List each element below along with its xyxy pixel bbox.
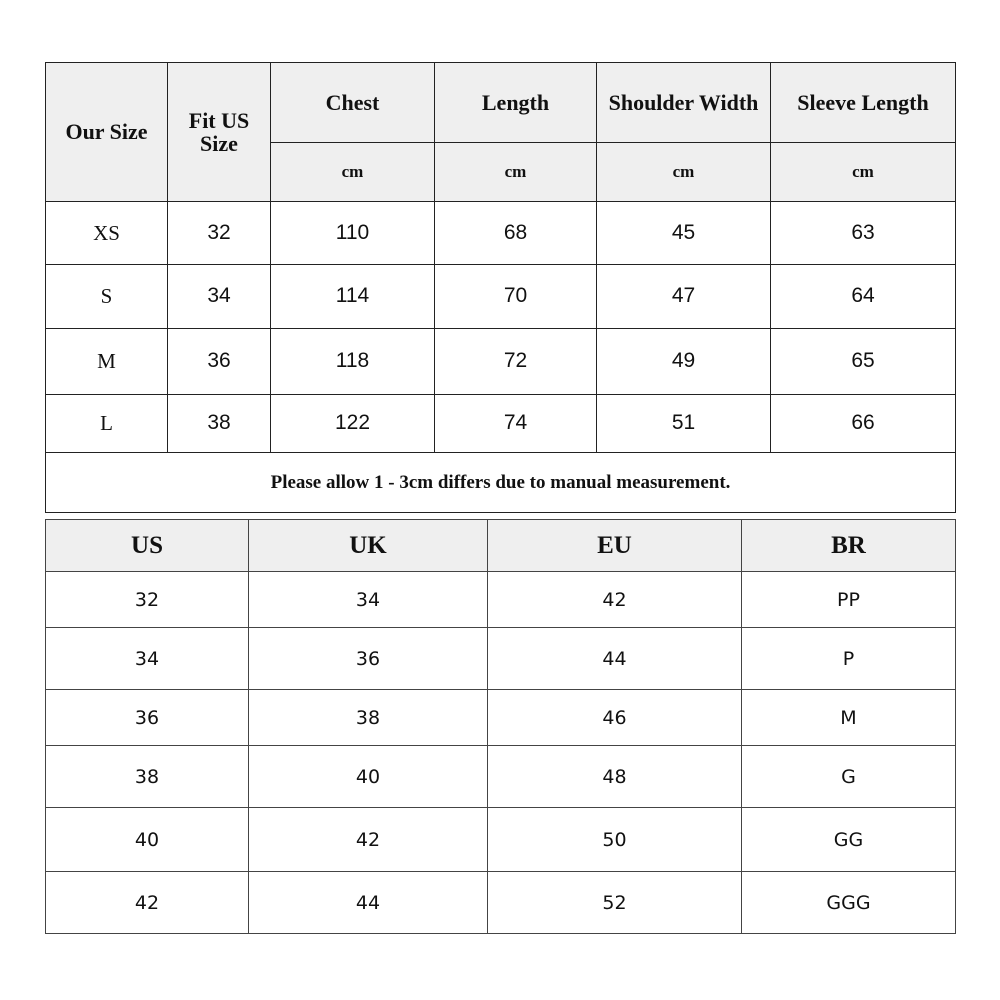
header-chest: Chest xyxy=(271,63,435,143)
sleeve-cell: 64 xyxy=(771,265,956,329)
table-row xyxy=(46,265,956,329)
measurement-note: Please allow 1 - 3cm differs due to manual measurement. xyxy=(46,453,956,513)
header-br: BR xyxy=(742,520,956,572)
us-size-cell: 34 xyxy=(168,265,271,329)
size-cell: M xyxy=(46,329,168,395)
unit-sleeve-length: cm xyxy=(771,143,956,202)
sleeve-cell: 66 xyxy=(771,395,956,453)
header-our-size: Our Size xyxy=(46,63,168,202)
header-shoulder-width: Shoulder Width xyxy=(597,63,771,143)
table-row xyxy=(46,690,956,746)
us-cell: 38 xyxy=(46,746,249,808)
header-length: Length xyxy=(435,63,597,143)
length-cell: 74 xyxy=(435,395,597,453)
chest-cell: 114 xyxy=(271,265,435,329)
us-cell: 40 xyxy=(46,808,249,872)
table-row xyxy=(46,746,956,808)
br-cell: PP xyxy=(742,572,956,628)
table-row xyxy=(46,202,956,265)
uk-cell: 38 xyxy=(249,690,488,746)
table-row xyxy=(46,329,956,395)
header-us: US xyxy=(46,520,249,572)
uk-cell: 40 xyxy=(249,746,488,808)
sleeve-cell: 65 xyxy=(771,329,956,395)
unit-length: cm xyxy=(435,143,597,202)
chest-cell: 122 xyxy=(271,395,435,453)
uk-cell: 42 xyxy=(249,808,488,872)
us-cell: 34 xyxy=(46,628,249,690)
br-cell: P xyxy=(742,628,956,690)
eu-cell: 48 xyxy=(488,746,742,808)
us-cell: 32 xyxy=(46,572,249,628)
eu-cell: 52 xyxy=(488,872,742,934)
shoulder-cell: 45 xyxy=(597,202,771,265)
table-row xyxy=(46,395,956,453)
shoulder-cell: 51 xyxy=(597,395,771,453)
size-cell: S xyxy=(46,265,168,329)
header-sleeve-length: Sleeve Length xyxy=(771,63,956,143)
table-row xyxy=(46,872,956,934)
us-size-cell: 32 xyxy=(168,202,271,265)
unit-shoulder-width: cm xyxy=(597,143,771,202)
header-fit-us-size: Fit US Size xyxy=(168,63,271,202)
length-cell: 68 xyxy=(435,202,597,265)
uk-cell: 36 xyxy=(249,628,488,690)
length-cell: 72 xyxy=(435,329,597,395)
header-eu: EU xyxy=(488,520,742,572)
uk-cell: 44 xyxy=(249,872,488,934)
length-cell: 70 xyxy=(435,265,597,329)
br-cell: G xyxy=(742,746,956,808)
size-conversion-table xyxy=(45,519,956,934)
sleeve-cell: 63 xyxy=(771,202,956,265)
eu-cell: 42 xyxy=(488,572,742,628)
table-row xyxy=(46,572,956,628)
size-cell: L xyxy=(46,395,168,453)
header-uk: UK xyxy=(249,520,488,572)
shoulder-cell: 49 xyxy=(597,329,771,395)
size-cell: XS xyxy=(46,202,168,265)
unit-chest: cm xyxy=(271,143,435,202)
table-row xyxy=(46,628,956,690)
table-row xyxy=(46,808,956,872)
br-cell: GGG xyxy=(742,872,956,934)
us-size-cell: 38 xyxy=(168,395,271,453)
eu-cell: 44 xyxy=(488,628,742,690)
shoulder-cell: 47 xyxy=(597,265,771,329)
eu-cell: 50 xyxy=(488,808,742,872)
us-size-cell: 36 xyxy=(168,329,271,395)
size-chart-table xyxy=(45,62,956,513)
us-cell: 42 xyxy=(46,872,249,934)
uk-cell: 34 xyxy=(249,572,488,628)
chest-cell: 110 xyxy=(271,202,435,265)
chest-cell: 118 xyxy=(271,329,435,395)
eu-cell: 46 xyxy=(488,690,742,746)
us-cell: 36 xyxy=(46,690,249,746)
br-cell: GG xyxy=(742,808,956,872)
br-cell: M xyxy=(742,690,956,746)
